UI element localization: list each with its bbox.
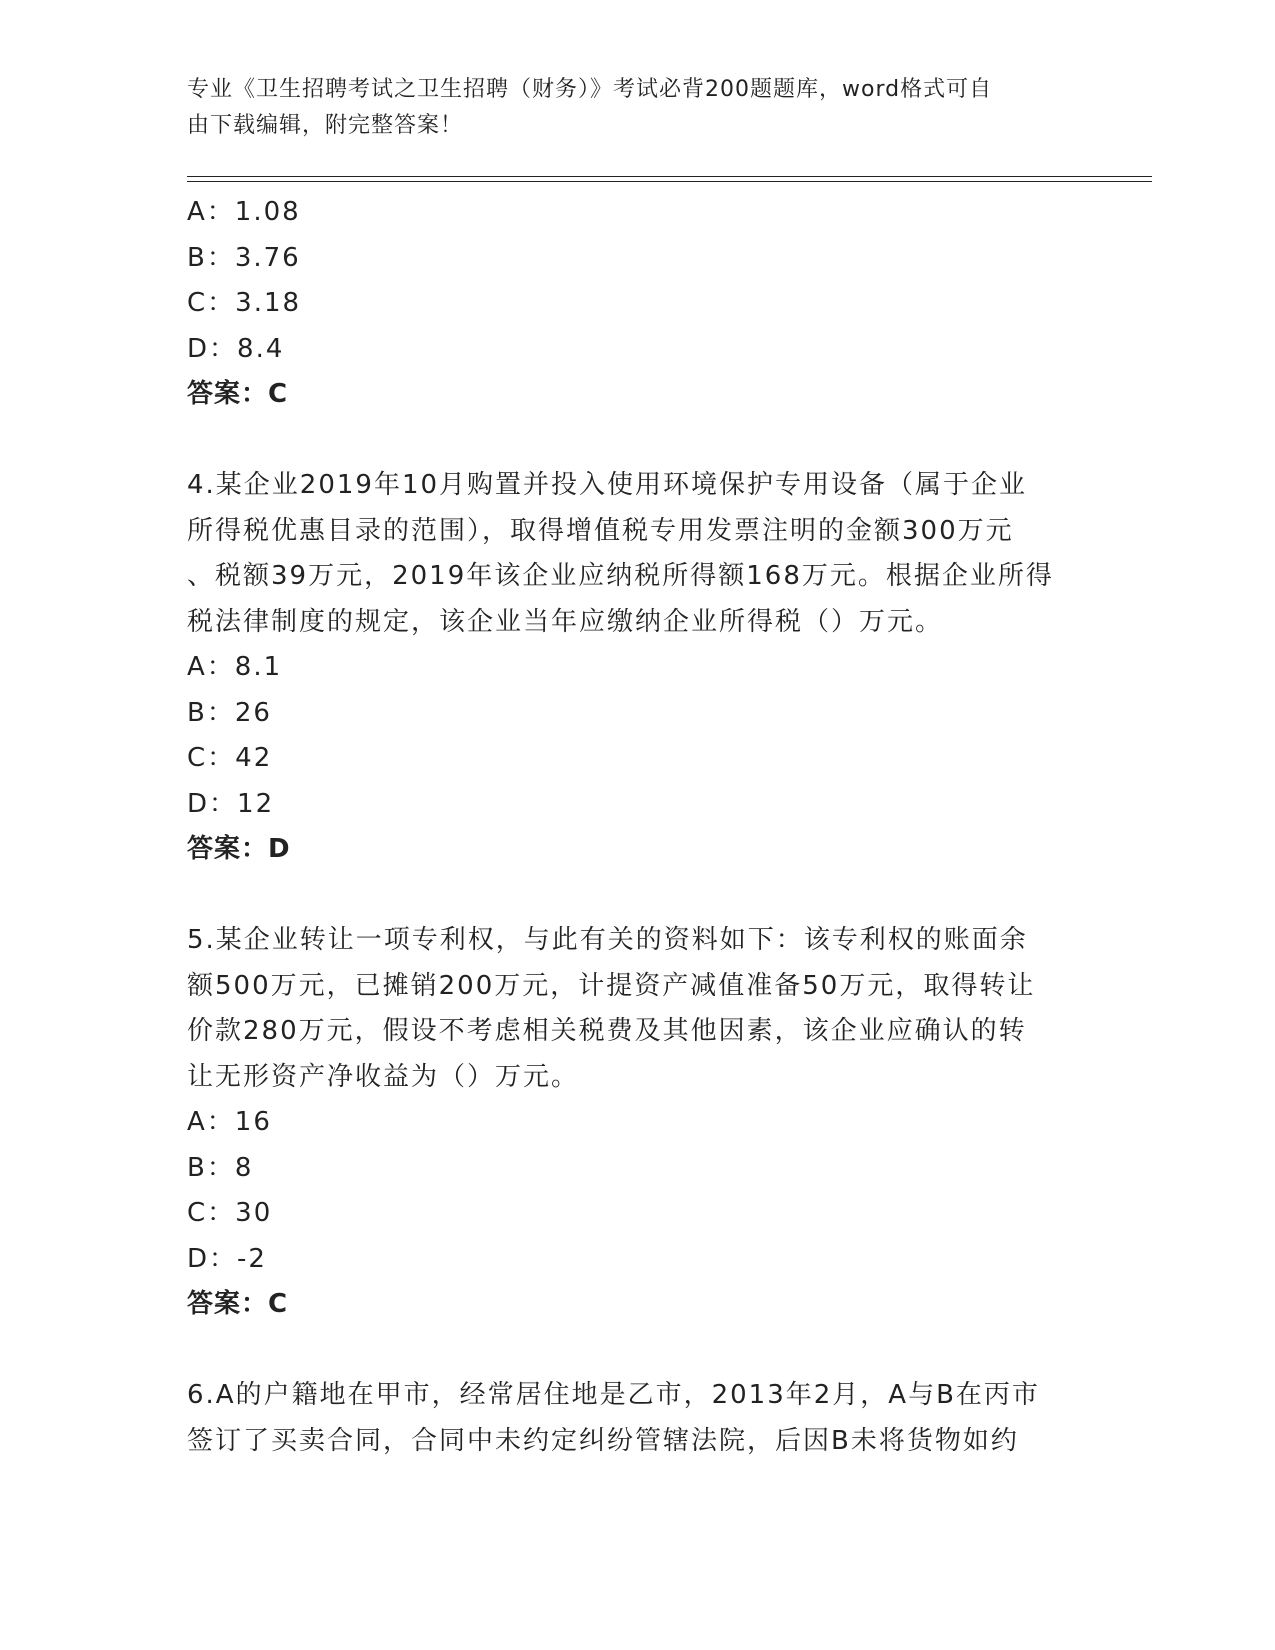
answer: 答案：C [187,1289,289,1319]
header-line-2: 由下载编辑，附完整答案！ [187,113,464,138]
option-d: D：8.4 [187,333,285,364]
option-b: B：3.76 [187,242,301,273]
option-a: A：1.08 [187,197,301,227]
option-c: C：3.18 [187,288,302,318]
option-c: C：42 [187,743,273,773]
document-body [187,190,1087,1464]
option-a: A：8.1 [187,652,283,682]
question-4 [187,463,1087,873]
answer: 答案：D [187,834,291,864]
header-line-1: 专业《卫生招聘考试之卫生招聘（财务）》考试必背200题题库，word格式可自 [187,77,993,102]
question-3 [187,190,1087,418]
option-d: D：12 [187,788,275,819]
question-text-line: 价款280万元，假设不考虑相关税费及其他因素，该企业应确认的转 [187,1016,1027,1046]
question-text-line: 4.某企业2019年10月购置并投入使用环境保护专用设备（属于企业 [187,470,1028,500]
option-d: D：-2 [187,1243,267,1274]
question-text-line: 签订了买卖合同，合同中未约定纠纷管辖法院，后因B未将货物如约 [187,1425,1019,1456]
document-header [187,72,1087,144]
option-c: C：30 [187,1198,273,1228]
question-text-line: 、税额39万元，2019年该企业应纳税所得额168万元。根据企业所得 [187,561,1054,591]
question-text-line: 额500万元，已摊销200万元，计提资产减值准备50万元，取得转让 [187,970,1036,1001]
option-a: A：16 [187,1107,272,1137]
option-b: B：26 [187,697,272,728]
question-6 [187,1373,1087,1464]
question-5 [187,918,1087,1328]
header-rule-bottom [187,181,1152,182]
answer: 答案：C [187,379,289,409]
question-text-line: 让无形资产净收益为（）万元。 [187,1061,580,1092]
question-text-line: 所得税优惠目录的范围），取得增值税专用发票注明的金额300万元 [187,515,1014,546]
question-text-line: 6.A的户籍地在甲市，经常居住地是乙市，2013年2月，A与B在丙市 [187,1380,1040,1410]
question-text-line: 5.某企业转让一项专利权，与此有关的资料如下：该专利权的账面余 [187,925,1028,955]
question-text-line: 税法律制度的规定，该企业当年应缴纳企业所得税（）万元。 [187,606,944,637]
option-b: B：8 [187,1152,254,1183]
header-rule-top [187,176,1152,177]
